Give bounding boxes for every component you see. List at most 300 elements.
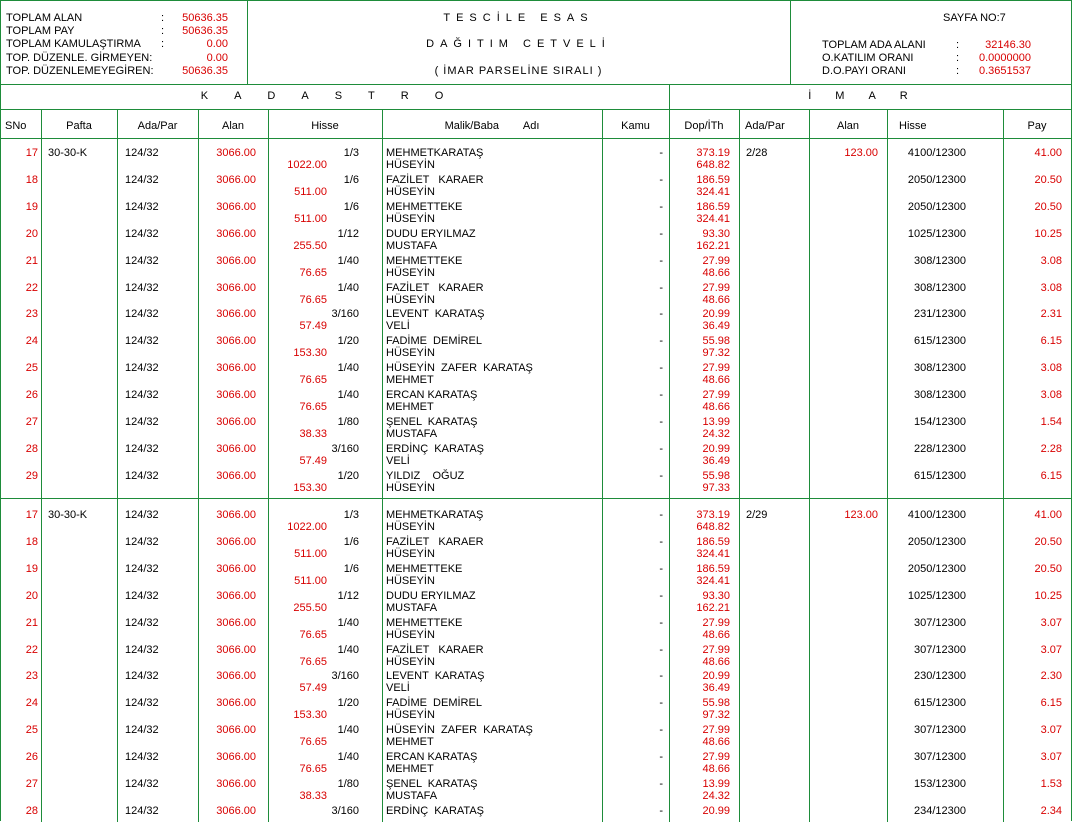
sno-cell: 27: [25, 778, 38, 790]
table-row: [1, 142, 1071, 169]
col-malik: Malik/Baba Adı: [444, 120, 540, 132]
ith-cell: 36.49: [702, 320, 730, 333]
area-cell: 3066.00: [216, 804, 256, 817]
father-name-cell: HÜSEYİN: [386, 347, 435, 360]
father-name-cell: HÜSEYİN: [386, 709, 435, 722]
imar-pay-cell: 6.15: [1040, 335, 1062, 348]
share-area-cell: 255.50: [293, 601, 327, 614]
kamu-cell: -: [659, 335, 663, 348]
col-pafta: Pafta: [66, 120, 92, 132]
sno-cell: 25: [25, 362, 38, 375]
group-separator: [1, 498, 1071, 499]
share-cell: 1/6: [343, 173, 359, 186]
ith-cell: 648.82: [696, 521, 730, 533]
summary-value: 50636.35: [182, 12, 228, 24]
kamu-cell: -: [659, 724, 663, 737]
area-cell: 3066.00: [216, 535, 256, 548]
summary-label: TOPLAM KAMULAŞTIRMA: [6, 38, 141, 50]
owner-name-cell: MEHMETTEKE: [386, 562, 463, 575]
ith-cell: 48.66: [702, 374, 730, 387]
dop-cell: 186.59: [696, 173, 730, 186]
share-cell: 1/40: [337, 281, 359, 294]
pafta-cell: 30-30-K: [48, 509, 88, 521]
sno-cell: 26: [25, 751, 38, 764]
kamu-cell: -: [659, 308, 663, 321]
sno-cell: 28: [25, 804, 38, 817]
area-cell: 3066.00: [216, 442, 256, 455]
dop-cell: 55.98: [702, 697, 730, 710]
ith-cell: 324.41: [696, 185, 730, 198]
kamu-cell: -: [659, 589, 663, 602]
colon: :: [161, 38, 165, 50]
share-cell: 1/40: [337, 254, 359, 267]
ada-par-cell: 124/32: [125, 416, 159, 428]
owner-name-cell: ŞENEL KARATAŞ: [386, 778, 478, 790]
page-info-value: 0.3651537: [979, 65, 1031, 77]
imar-share-cell: 153/12300: [914, 778, 966, 790]
imar-pay-cell: 20.50: [1034, 535, 1062, 548]
colon: :: [956, 65, 960, 77]
area-cell: 3066.00: [216, 335, 256, 348]
kamu-cell: -: [659, 562, 663, 575]
share-cell: 3/160: [331, 308, 359, 321]
pafta-cell: 30-30-K: [48, 147, 88, 159]
imar-share-cell: 2050/12300: [907, 173, 966, 186]
share-cell: 1/20: [337, 697, 359, 710]
imar-pay-cell: 3.07: [1040, 724, 1062, 737]
ada-par-cell: 124/32: [125, 616, 159, 629]
summary-box: [1, 1, 248, 84]
sno-cell: 20: [25, 227, 38, 240]
imar-share-cell: 230/12300: [914, 670, 966, 683]
share-area-cell: 511.00: [294, 212, 327, 225]
father-name-cell: MEHMET: [386, 401, 434, 414]
share-area-cell: 153.30: [293, 709, 327, 722]
share-area-cell: 76.65: [299, 401, 327, 414]
owner-name-cell: FAZİLET KARAER: [386, 643, 484, 656]
area-cell: 3066.00: [216, 751, 256, 764]
share-cell: 1/40: [337, 362, 359, 375]
imar-pay-cell: 3.08: [1040, 254, 1062, 267]
owner-name-cell: FAZİLET KARAER: [386, 281, 484, 294]
ith-cell: 162.21: [696, 239, 730, 252]
summary-row: [6, 65, 228, 78]
table-row: [1, 250, 1071, 277]
title-line-3: ( İMAR PARSELİNE SIRALI ): [434, 65, 603, 77]
imar-pay-cell: 2.34: [1040, 804, 1062, 817]
ith-cell: 24.32: [702, 790, 730, 802]
dop-cell: 20.99: [702, 804, 730, 817]
ada-par-cell: 124/32: [125, 724, 159, 737]
owner-name-cell: FADİME DEMİREL: [386, 697, 482, 710]
kamu-cell: -: [659, 670, 663, 683]
kamu-cell: -: [659, 804, 663, 817]
page-info-value: 0.0000000: [979, 52, 1031, 64]
ada-par-cell: 124/32: [125, 389, 159, 402]
share-cell: 1/20: [337, 335, 359, 348]
imar-pay-cell: 10.25: [1034, 589, 1062, 602]
summary-value: 0.00: [206, 38, 228, 50]
dop-cell: 27.99: [702, 281, 730, 294]
imar-heading: İMAR: [808, 90, 932, 102]
summary-label: TOPLAM ALAN: [6, 12, 83, 24]
imar-area-cell: 123.00: [844, 509, 878, 521]
sno-cell: 25: [25, 724, 38, 737]
sno-cell: 22: [25, 643, 38, 656]
col-imar-alan: Alan: [836, 120, 860, 132]
colon: :: [956, 39, 960, 51]
ith-cell: 48.66: [702, 655, 730, 668]
col-imar-adapar: Ada/Par: [745, 120, 785, 132]
area-cell: 3066.00: [216, 389, 256, 402]
imar-share-cell: 615/12300: [914, 697, 966, 710]
table-row: [1, 746, 1071, 776]
dop-cell: 27.99: [702, 254, 730, 267]
share-area-cell: 1022.00: [287, 159, 327, 171]
ith-cell: 324.41: [696, 547, 730, 560]
sno-cell: 19: [25, 562, 38, 575]
imar-pay-cell: 3.07: [1040, 643, 1062, 656]
area-cell: 3066.00: [216, 416, 256, 428]
sno-cell: 29: [25, 469, 38, 482]
area-cell: 3066.00: [216, 469, 256, 482]
ada-par-cell: 124/32: [125, 697, 159, 710]
imar-pay-cell: 3.08: [1040, 389, 1062, 402]
colon: :: [956, 52, 960, 64]
share-cell: 1/40: [337, 751, 359, 764]
ada-par-cell: 124/32: [125, 362, 159, 375]
dop-cell: 186.59: [696, 200, 730, 213]
table-row: [1, 384, 1071, 414]
imar-share-cell: 308/12300: [914, 389, 966, 402]
owner-name-cell: ŞENEL KARATAŞ: [386, 416, 478, 428]
owner-name-cell: ERDİNÇ KARATAŞ: [386, 804, 484, 817]
kamu-cell: -: [659, 697, 663, 710]
page-info-value: 32146.30: [985, 39, 1031, 51]
ada-par-cell: 124/32: [125, 335, 159, 348]
ith-cell: 36.49: [702, 454, 730, 467]
owner-name-cell: LEVENT KARATAŞ: [386, 670, 485, 683]
owner-name-cell: HÜSEYİN ZAFER KARATAŞ: [386, 724, 533, 737]
imar-share-cell: 2050/12300: [907, 535, 966, 548]
kamu-cell: -: [659, 389, 663, 402]
ada-par-cell: 124/32: [125, 227, 159, 240]
ada-par-cell: 124/32: [125, 254, 159, 267]
ith-cell: 36.49: [702, 682, 730, 695]
dop-cell: 373.19: [696, 509, 730, 521]
ada-par-cell: 124/32: [125, 469, 159, 482]
kadastro-heading: KADASTRO: [1, 84, 670, 109]
share-area-cell: 153.30: [293, 347, 327, 360]
summary-label: TOP. DÜZENLEMEYEGİREN:: [6, 65, 154, 77]
share-area-cell: 76.65: [299, 736, 327, 749]
ada-par-cell: 124/32: [125, 778, 159, 790]
father-name-cell: MUSTAFA: [386, 601, 438, 614]
dop-cell: 13.99: [702, 778, 730, 790]
imar-share-cell: 2050/12300: [907, 562, 966, 575]
kamu-cell: -: [659, 281, 663, 294]
ith-cell: 48.66: [702, 736, 730, 749]
page-info-label: TOPLAM ADA ALANI: [822, 39, 926, 51]
ith-cell: 48.66: [702, 293, 730, 306]
dop-cell: 55.98: [702, 335, 730, 348]
owner-name-cell: ERCAN KARATAŞ: [386, 751, 478, 764]
ith-cell: 97.32: [702, 347, 730, 360]
imar-pay-cell: 2.31: [1040, 308, 1062, 321]
share-cell: 1/6: [343, 535, 359, 548]
table-row: [1, 719, 1071, 749]
imar-share-cell: 1025/12300: [907, 589, 966, 602]
share-cell: 1/3: [343, 509, 359, 521]
owner-name-cell: MEHMETKARATAŞ: [386, 509, 484, 521]
ada-par-cell: 124/32: [125, 751, 159, 764]
colon: :: [161, 25, 165, 37]
ada-par-cell: 124/32: [125, 804, 159, 817]
kamu-cell: -: [659, 469, 663, 482]
ith-cell: 48.66: [702, 628, 730, 641]
ith-cell: 97.32: [702, 709, 730, 722]
father-name-cell: VELİ: [386, 454, 410, 467]
col-dop: Dop/İTh: [684, 120, 724, 132]
dop-cell: 93.30: [702, 227, 730, 240]
kamu-cell: -: [659, 616, 663, 629]
owner-name-cell: ERCAN KARATAŞ: [386, 389, 478, 402]
imar-share-cell: 4100/12300: [907, 509, 966, 521]
ada-par-cell: 124/32: [125, 509, 159, 521]
share-area-cell: 76.65: [299, 763, 327, 776]
table-row: [1, 303, 1071, 333]
kamu-cell: -: [659, 200, 663, 213]
kamu-cell: -: [659, 254, 663, 267]
sno-cell: 18: [25, 173, 38, 186]
share-cell: 3/160: [331, 670, 359, 683]
father-name-cell: HÜSEYİN: [386, 628, 435, 641]
sno-cell: 26: [25, 389, 38, 402]
table-row: [1, 357, 1071, 387]
dop-cell: 186.59: [696, 535, 730, 548]
kamu-cell: -: [659, 751, 663, 764]
owner-name-cell: HÜSEYİN ZAFER KARATAŞ: [386, 362, 533, 375]
page-info-label: D.O.PAYI ORANI: [822, 65, 906, 77]
owner-name-cell: YILDIZ OĞUZ: [386, 469, 465, 482]
kamu-cell: -: [659, 416, 663, 428]
sno-cell: 19: [25, 200, 38, 213]
father-name-cell: HÜSEYİN: [386, 266, 435, 279]
kamu-cell: -: [659, 362, 663, 375]
imar-share-cell: 307/12300: [914, 616, 966, 629]
owner-name-cell: DUDU ERYILMAZ: [386, 227, 476, 240]
area-cell: 3066.00: [216, 281, 256, 294]
imar-share-cell: 234/12300: [914, 804, 966, 817]
ith-cell: 48.66: [702, 266, 730, 279]
title-line-1: TESCİLE ESAS: [443, 12, 594, 24]
area-cell: 3066.00: [216, 254, 256, 267]
imar-share-cell: 308/12300: [914, 362, 966, 375]
imar-share-cell: 615/12300: [914, 335, 966, 348]
share-cell: 1/40: [337, 616, 359, 629]
sno-cell: 23: [25, 670, 38, 683]
dop-cell: 20.99: [702, 442, 730, 455]
page-number: SAYFA NO:7: [943, 12, 1006, 24]
colon: :: [161, 12, 165, 24]
imar-pay-cell: 20.50: [1034, 562, 1062, 575]
dop-cell: 93.30: [702, 589, 730, 602]
area-cell: 3066.00: [216, 670, 256, 683]
owner-name-cell: MEHMETTEKE: [386, 254, 463, 267]
table-row: [1, 773, 1071, 800]
ada-par-cell: 124/32: [125, 173, 159, 186]
imar-ada-par-cell: 2/29: [746, 509, 768, 521]
imar-pay-cell: 3.07: [1040, 751, 1062, 764]
father-name-cell: HÜSEYİN: [386, 159, 435, 171]
sno-cell: 28: [25, 442, 38, 455]
share-area-cell: 511.00: [294, 547, 327, 560]
imar-pay-cell: 1.53: [1040, 778, 1062, 790]
col-adapar: Ada/Par: [137, 120, 178, 132]
father-name-cell: MUSTAFA: [386, 790, 438, 802]
share-area-cell: 511.00: [294, 185, 327, 198]
area-cell: 3066.00: [216, 697, 256, 710]
table-row: [1, 411, 1071, 438]
ada-par-cell: 124/32: [125, 562, 159, 575]
share-area-cell: 1022.00: [287, 521, 327, 533]
owner-name-cell: LEVENT KARATAŞ: [386, 308, 485, 321]
dop-cell: 27.99: [702, 616, 730, 629]
imar-share-cell: 308/12300: [914, 254, 966, 267]
sno-cell: 21: [25, 254, 38, 267]
father-name-cell: HÜSEYİN: [386, 293, 435, 306]
imar-pay-cell: 10.25: [1034, 227, 1062, 240]
table-row: [1, 277, 1071, 304]
imar-pay-cell: 3.08: [1040, 281, 1062, 294]
area-cell: 3066.00: [216, 227, 256, 240]
area-cell: 3066.00: [216, 643, 256, 656]
table-row: [1, 169, 1071, 196]
sno-cell: 21: [25, 616, 38, 629]
father-name-cell: HÜSEYİN: [386, 481, 435, 494]
ith-cell: 48.66: [702, 401, 730, 414]
sno-cell: 27: [25, 416, 38, 428]
share-area-cell: 57.49: [299, 682, 327, 695]
table-row: [1, 612, 1071, 639]
ada-par-cell: 124/32: [125, 442, 159, 455]
col-hisse: Hisse: [311, 120, 339, 132]
ith-cell: 162.21: [696, 601, 730, 614]
col-kamu: Kamu: [621, 120, 650, 132]
page-info-box: [790, 1, 1071, 84]
table-row: [1, 223, 1071, 250]
father-name-cell: HÜSEYİN: [386, 547, 435, 560]
column-header-row: [1, 110, 1071, 139]
kamu-cell: -: [659, 509, 663, 521]
share-cell: 1/40: [337, 643, 359, 656]
imar-pay-cell: 2.30: [1040, 670, 1062, 683]
father-name-cell: MEHMET: [386, 736, 434, 749]
imar-area-cell: 123.00: [844, 147, 878, 159]
imar-pay-cell: 41.00: [1034, 147, 1062, 159]
father-name-cell: MEHMET: [386, 763, 434, 776]
share-cell: 3/160: [331, 442, 359, 455]
area-cell: 3066.00: [216, 173, 256, 186]
imar-pay-cell: 20.50: [1034, 200, 1062, 213]
table-row: [1, 465, 1071, 492]
table-row: [1, 504, 1071, 531]
ada-par-cell: 124/32: [125, 535, 159, 548]
ada-par-cell: 124/32: [125, 589, 159, 602]
father-name-cell: VELİ: [386, 682, 410, 695]
imar-pay-cell: 3.08: [1040, 362, 1062, 375]
table-row: [1, 558, 1071, 585]
table-row: [1, 330, 1071, 360]
owner-name-cell: DUDU ERYILMAZ: [386, 589, 476, 602]
imar-share-cell: 228/12300: [914, 442, 966, 455]
table-row: [1, 438, 1071, 465]
table-row: [1, 196, 1071, 223]
section-header: [1, 84, 1071, 110]
summary-row: [6, 12, 228, 25]
summary-row: [6, 25, 228, 38]
father-name-cell: MUSTAFA: [386, 239, 438, 252]
share-area-cell: 153.30: [293, 481, 327, 494]
sno-cell: 24: [25, 697, 38, 710]
share-cell: 1/12: [337, 227, 359, 240]
table-row: [1, 531, 1071, 558]
share-cell: 1/6: [343, 200, 359, 213]
kamu-cell: -: [659, 227, 663, 240]
share-area-cell: 38.33: [299, 428, 327, 440]
col-imar-pay: Pay: [1027, 120, 1047, 132]
dop-cell: 27.99: [702, 362, 730, 375]
kamu-cell: -: [659, 778, 663, 790]
owner-name-cell: FADİME DEMİREL: [386, 335, 482, 348]
kamu-cell: -: [659, 535, 663, 548]
summary-label: TOPLAM PAY: [6, 25, 75, 37]
ith-cell: 24.32: [702, 428, 730, 440]
share-area-cell: 76.65: [299, 374, 327, 387]
area-cell: 3066.00: [216, 147, 256, 159]
sno-cell: 18: [25, 535, 38, 548]
dop-cell: 13.99: [702, 416, 730, 428]
area-cell: 3066.00: [216, 589, 256, 602]
area-cell: 3066.00: [216, 509, 256, 521]
table-row: [1, 800, 1071, 827]
share-cell: 1/12: [337, 589, 359, 602]
share-cell: 1/40: [337, 724, 359, 737]
imar-pay-cell: 2.28: [1040, 442, 1062, 455]
kamu-cell: -: [659, 173, 663, 186]
share-cell: 1/20: [337, 469, 359, 482]
area-cell: 3066.00: [216, 308, 256, 321]
share-area-cell: 511.00: [294, 574, 327, 587]
dop-cell: 186.59: [696, 562, 730, 575]
imar-share-cell: 307/12300: [914, 643, 966, 656]
summary-value: 50636.35: [182, 25, 228, 37]
share-cell: 1/3: [343, 147, 359, 159]
owner-name-cell: MEHMETTEKE: [386, 200, 463, 213]
ada-par-cell: 124/32: [125, 643, 159, 656]
imar-share-cell: 154/12300: [914, 416, 966, 428]
imar-pay-cell: 1.54: [1040, 416, 1062, 428]
summary-row: [6, 52, 228, 65]
imar-pay-cell: 41.00: [1034, 509, 1062, 521]
sno-cell: 22: [25, 281, 38, 294]
kamu-cell: -: [659, 147, 663, 159]
father-name-cell: MEHMET: [386, 374, 434, 387]
kamu-cell: -: [659, 643, 663, 656]
area-cell: 3066.00: [216, 616, 256, 629]
sno-cell: 24: [25, 335, 38, 348]
imar-share-cell: 307/12300: [914, 751, 966, 764]
